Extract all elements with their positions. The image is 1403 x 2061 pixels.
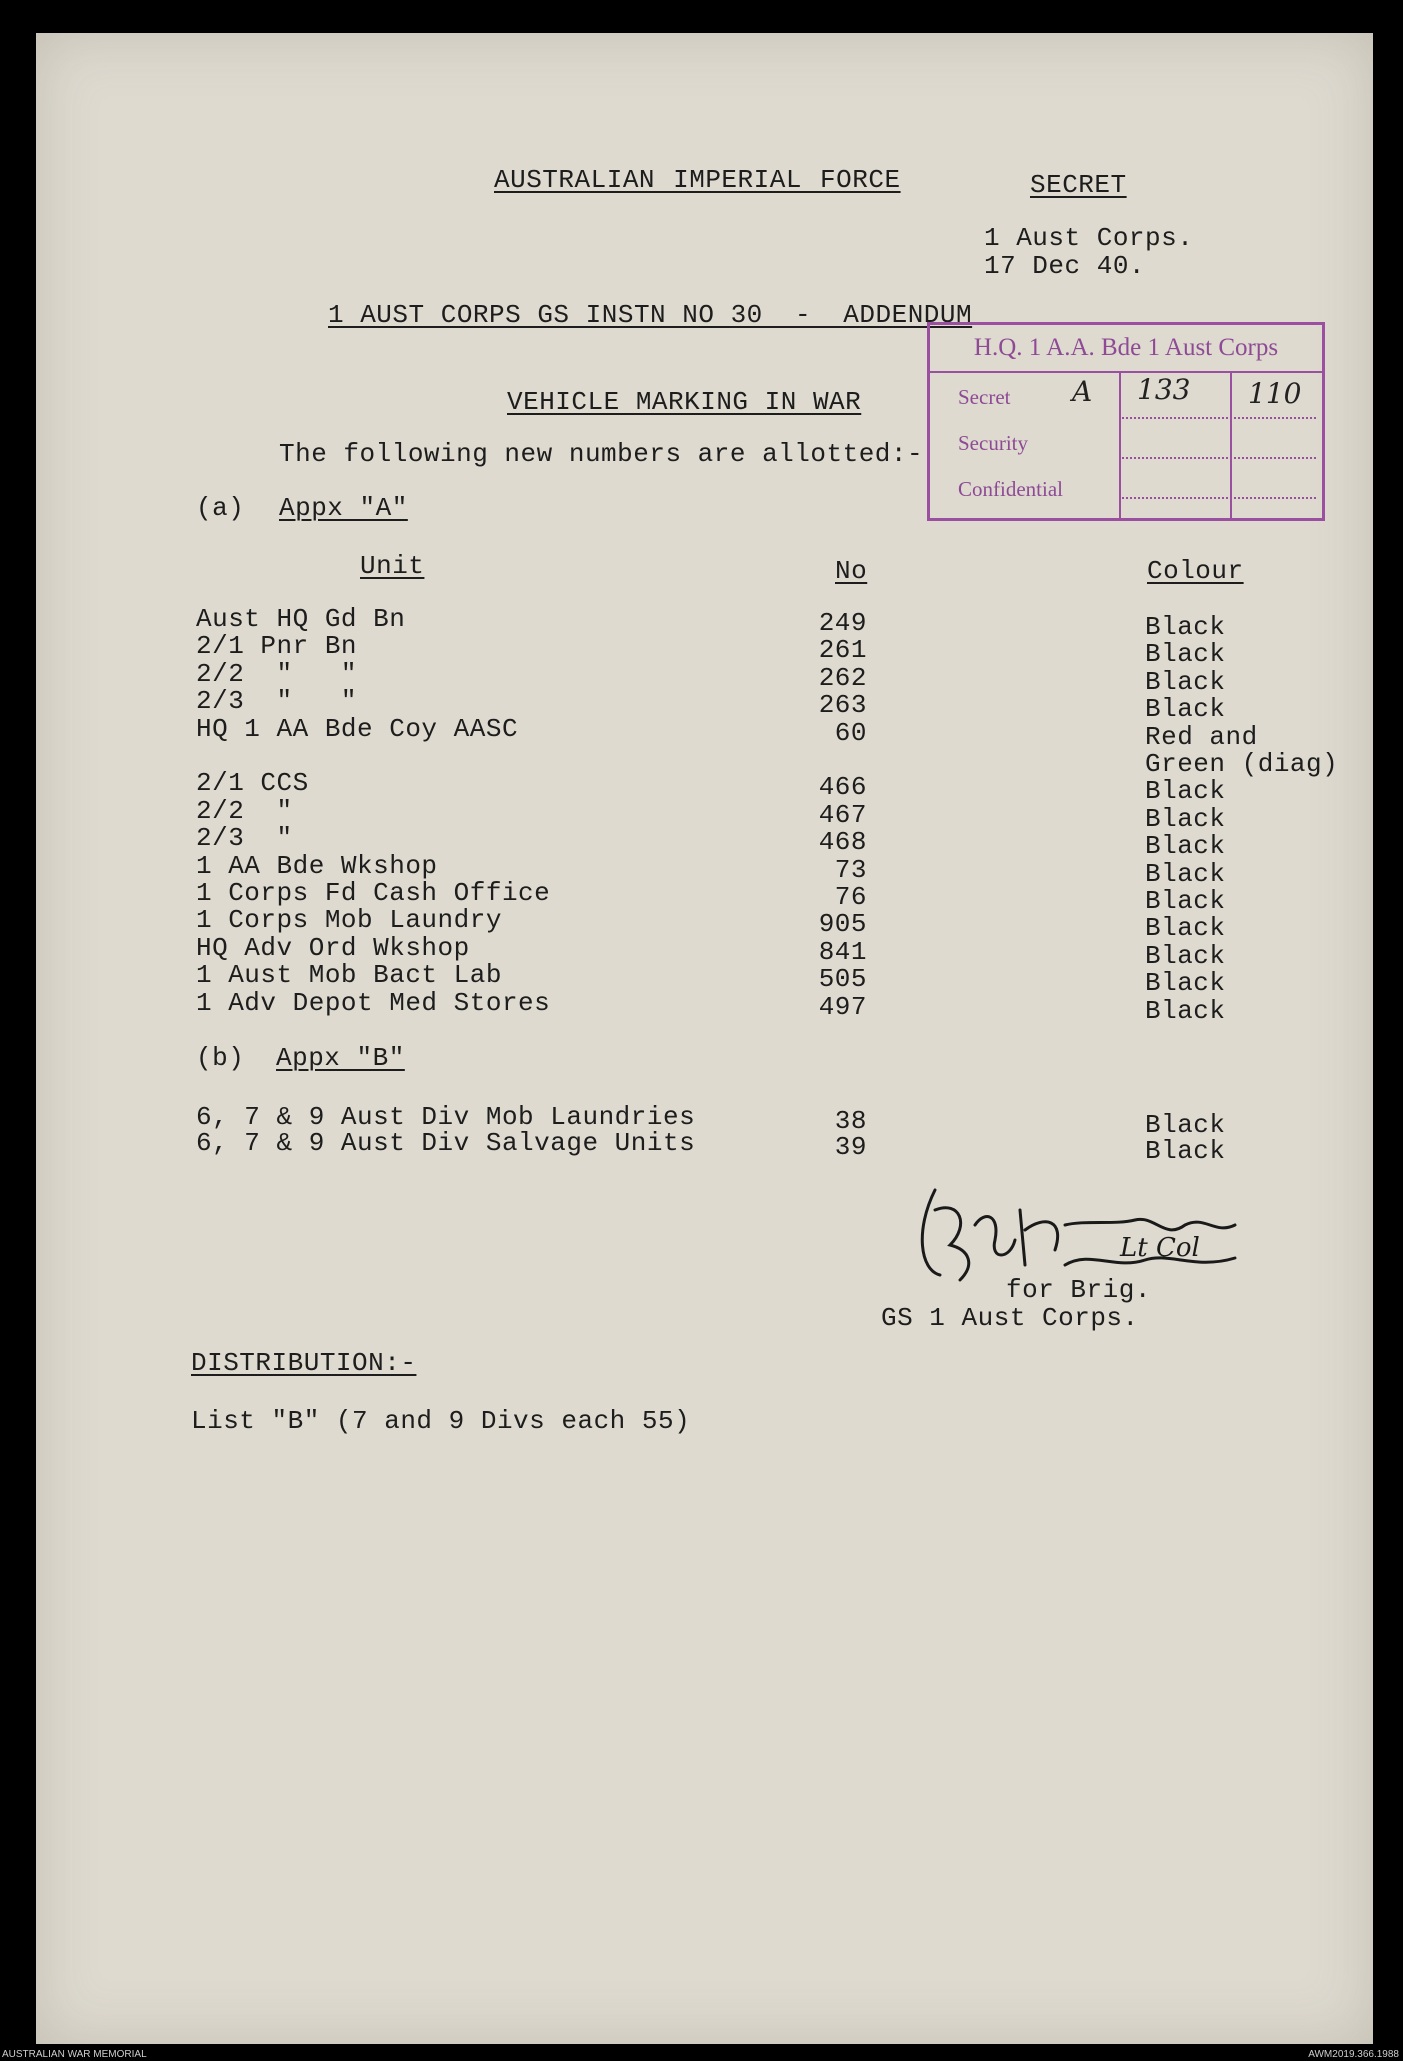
colour-cell: Black: [1145, 968, 1226, 999]
document-subtitle: VEHICLE MARKING IN WAR: [507, 387, 862, 417]
colour-cell: Black: [1145, 886, 1226, 916]
colour-cell: Black: [1145, 639, 1226, 670]
distribution-heading: DISTRIBUTION:-: [191, 1348, 417, 1378]
column-header-colour: Colour: [1147, 556, 1244, 586]
section-a-title: Appx "A": [279, 493, 408, 523]
section-b-title: Appx "B": [276, 1043, 405, 1073]
colour-cell: Black: [1145, 1110, 1226, 1140]
unit-cell: 2/3 " ": [196, 686, 358, 717]
stamp-handwritten-letter: A: [1072, 375, 1093, 408]
org-heading: AUSTRALIAN IMPERIAL FORCE: [494, 165, 901, 195]
registry-stamp: [927, 322, 1325, 521]
number-cell: 73: [834, 854, 867, 885]
unit-cell: 1 Corps Fd Cash Office: [196, 878, 551, 908]
section-b-label: (b): [196, 1043, 245, 1073]
unit-cell: HQ Adv Ord Wkshop: [196, 932, 470, 963]
unit-cell: 6, 7 & 9 Aust Div Mob Laundries: [196, 1102, 696, 1132]
stamp-dotted-line: [1234, 457, 1316, 459]
number-cell: 60: [834, 717, 867, 748]
stamp-row-secret: Secret: [958, 385, 1011, 409]
unit-cell: 6, 7 & 9 Aust Div Salvage Units: [196, 1128, 696, 1158]
origin-text: 1 Aust Corps.: [984, 223, 1194, 253]
colour-cell: Black: [1145, 776, 1226, 807]
stamp-handwritten-number: 110: [1248, 377, 1302, 410]
colour-cell: Black: [1145, 940, 1226, 971]
colour-cell: Black: [1145, 1136, 1226, 1166]
section-a-label: (a): [196, 493, 245, 523]
document-title: 1 AUST CORPS GS INSTN NO 30 - ADDENDUM: [328, 300, 973, 330]
number-cell: 468: [818, 827, 867, 858]
number-cell: 261: [818, 635, 867, 666]
number-cell: 497: [818, 991, 867, 1022]
handwritten-signature: [915, 1170, 1255, 1290]
unit-cell: 2/3 ": [196, 823, 293, 854]
colour-cell: Red and: [1145, 721, 1258, 752]
number-cell: 262: [818, 662, 867, 693]
number-cell: 466: [818, 772, 867, 803]
unit-cell: 1 Adv Depot Med Stores: [196, 987, 551, 1018]
colour-cell: Black: [1145, 612, 1226, 642]
unit-cell: 1 Corps Mob Laundry: [196, 905, 502, 936]
unit-cell: 2/2 " ": [196, 658, 358, 689]
number-cell: 841: [818, 936, 867, 967]
number-cell: 505: [818, 964, 867, 995]
archive-footer-right: AWM2019.366.1988: [1308, 2049, 1399, 2060]
colour-cell: Black: [1145, 858, 1226, 889]
number-cell: 76: [834, 882, 867, 912]
stamp-dotted-line: [1122, 417, 1228, 419]
stamp-dotted-line: [1234, 497, 1316, 499]
distribution-text: List "B" (7 and 9 Divs each 55): [191, 1406, 691, 1436]
unit-cell: 1 Aust Mob Bact Lab: [196, 960, 502, 991]
intro-text: The following new numbers are allotted:-: [279, 439, 924, 469]
number-cell: 467: [818, 799, 867, 830]
colour-cell: Black: [1145, 995, 1226, 1026]
number-cell: 38: [834, 1106, 867, 1136]
number-cell: 249: [818, 608, 867, 638]
unit-cell: 1 AA Bde Wkshop: [196, 850, 438, 881]
colour-cell: Black: [1145, 666, 1226, 697]
stamp-handwritten-ref: 133: [1137, 373, 1191, 406]
unit-cell: 2/1 Pnr Bn: [196, 631, 358, 662]
colour-cell: Black: [1145, 913, 1226, 944]
stamp-divider: [1119, 371, 1121, 518]
signature-office: GS 1 Aust Corps.: [881, 1303, 1139, 1333]
signature-rank: Lt Col: [1120, 1233, 1200, 1263]
number-cell: 39: [834, 1132, 867, 1162]
unit-cell: HQ 1 AA Bde Coy AASC: [196, 713, 519, 744]
stamp-dotted-line: [1122, 497, 1228, 499]
stamp-divider: [1230, 371, 1232, 518]
signature-for-brig: for Brig.: [1006, 1275, 1151, 1305]
classification-label: SECRET: [1030, 170, 1127, 200]
colour-cell: Green (diag): [1145, 749, 1339, 779]
number-cell: 263: [818, 690, 867, 721]
colour-cell: Black: [1145, 694, 1226, 725]
stamp-header: H.Q. 1 A.A. Bde 1 Aust Corps: [930, 325, 1322, 373]
colour-cell: Black: [1145, 803, 1226, 834]
stamp-dotted-line: [1234, 417, 1316, 419]
number-cell: 905: [818, 909, 867, 940]
stamp-row-confidential: Confidential: [958, 477, 1063, 501]
unit-cell: 2/2 ": [196, 795, 293, 826]
column-header-unit: Unit: [360, 551, 425, 581]
column-header-no: No: [835, 556, 868, 586]
unit-cell: Aust HQ Gd Bn: [196, 604, 406, 634]
unit-cell: 2/1 CCS: [196, 768, 309, 799]
archive-footer-left: AUSTRALIAN WAR MEMORIAL: [2, 2049, 147, 2060]
stamp-dotted-line: [1122, 457, 1228, 459]
stamp-row-security: Security: [958, 431, 1028, 455]
date-text: 17 Dec 40.: [984, 251, 1146, 281]
colour-cell: Black: [1145, 831, 1226, 862]
